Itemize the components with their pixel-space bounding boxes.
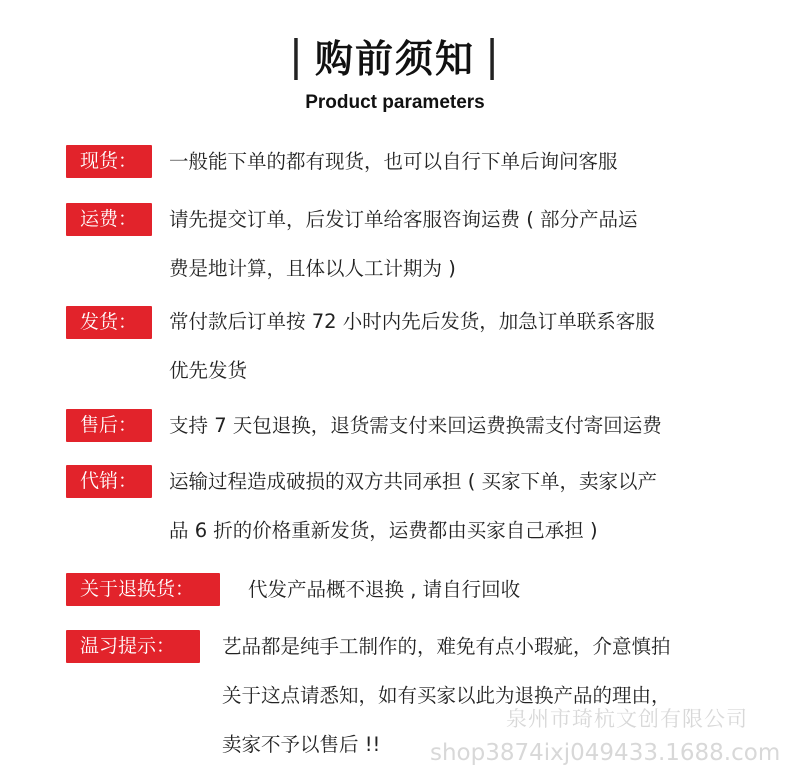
tag-after-sales: 售后： <box>66 409 152 442</box>
item-shipping-fee-line-2: 费是地计算，且体以人工计期为 ) <box>169 257 456 280</box>
item-in-stock-line-1: 一般能下单的都有现货，也可以自行下单后询问客服 <box>169 150 618 173</box>
page-title <box>0 28 790 83</box>
tag-returns: 关于退换货： <box>66 573 220 606</box>
tag-shipping-fee: 运费： <box>66 203 152 236</box>
item-delivery-line-2: 优先发货 <box>169 359 248 382</box>
tag-delivery: 发货： <box>66 306 152 339</box>
tag-consignment: 代销： <box>66 465 152 498</box>
item-after-sales-line-1: 支持 7 天包退换，退货需支付来回运费换需支付寄回运费 <box>169 414 662 437</box>
item-tips-line-2: 关于这点请悉知，如有买家以此为退换产品的理由， <box>222 684 671 707</box>
item-tips-line-3: 卖家不予以售后 !! <box>222 733 381 756</box>
page-subtitle: Product parameters <box>305 92 485 113</box>
item-shipping-fee-line-1: 请先提交订单，后发订单给客服咨询运费 ( 部分产品运 <box>169 208 638 231</box>
title-bar-right: | <box>485 31 502 80</box>
item-consignment-line-1: 运输过程造成破损的双方共同承担 ( 买家下单，卖家以产 <box>169 470 658 493</box>
tag-tips: 温习提示： <box>66 630 200 663</box>
item-returns-line-1: 代发产品概不退换 , 请自行回收 <box>248 578 521 601</box>
title-text: 购前须知 <box>314 37 475 81</box>
item-consignment-line-2: 品 6 折的价格重新发货，运费都由买家自己承担 ) <box>169 519 598 542</box>
title-bar-left: | <box>288 31 305 80</box>
item-tips-line-1: 艺品都是纯手工制作的，难免有点小瑕疵，介意慎拍 <box>222 635 671 658</box>
watermark-shop-url: shop3874ixj049433.1688.com <box>430 740 781 766</box>
item-delivery-line-1: 常付款后订单按 72 小时内先后发货，加急订单联系客服 <box>169 310 655 333</box>
tag-in-stock: 现货： <box>66 145 152 178</box>
watermark-company: 泉州市琦杭文创有限公司 <box>506 707 748 731</box>
